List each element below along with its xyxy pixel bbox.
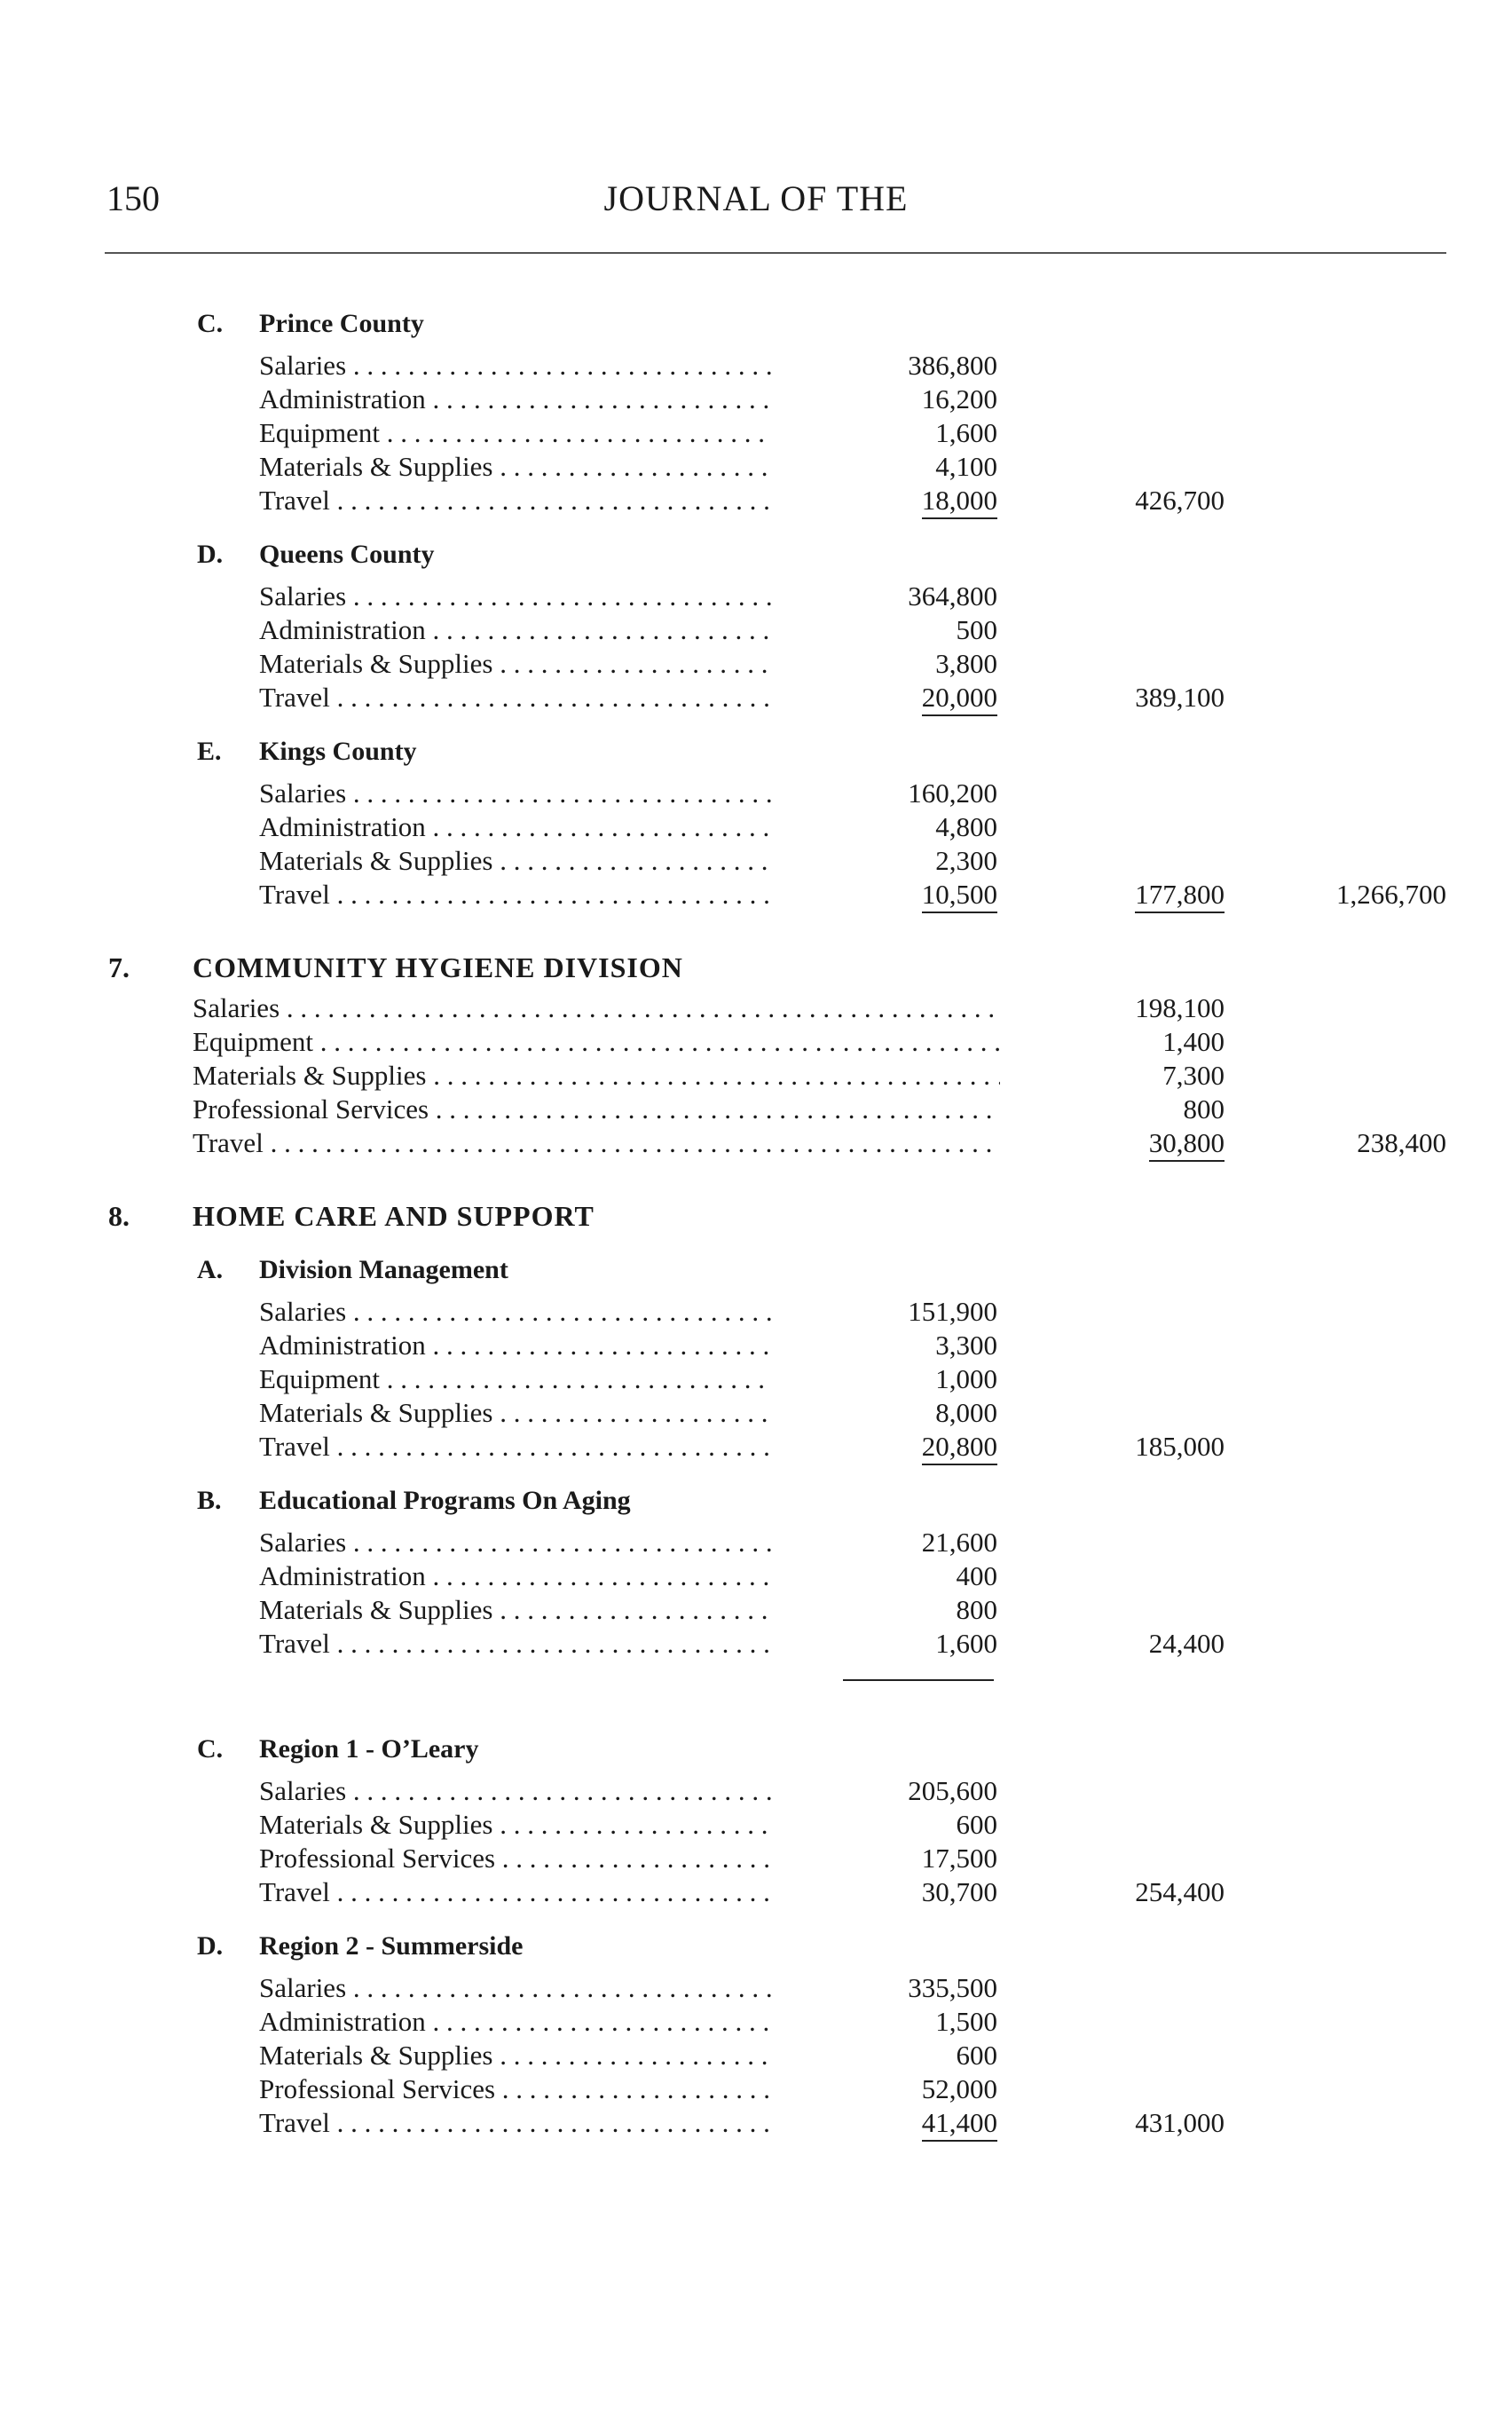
line-item [0, 992, 1512, 1026]
line-item [0, 1363, 1512, 1397]
division-total: 238,400 [1357, 1127, 1446, 1158]
section-division-management [0, 1255, 1512, 1464]
line-item [0, 1127, 1512, 1161]
underline-rule [0, 1661, 1512, 1695]
section-queens-county [0, 540, 1512, 715]
underlined-amount: 41,400 [922, 2107, 997, 2142]
section-heading [0, 540, 1512, 580]
division-heading [0, 951, 1512, 992]
line-amount: 1,000 [935, 1363, 997, 1394]
line-label: Salaries . . . [259, 777, 772, 809]
line-label: Materials & Supplies . . . [259, 1594, 772, 1626]
line-item [0, 614, 1512, 648]
section-letter: C. [197, 1734, 224, 1764]
section-letter: B. [197, 1486, 222, 1515]
line-amount: 17,500 [921, 1843, 997, 1874]
line-amount: 205,600 [908, 1775, 997, 1806]
line-label: Equipment . . . [259, 417, 772, 449]
line-item [0, 811, 1512, 845]
underlined-amount: 30,800 [1149, 1127, 1225, 1162]
line-label: Materials & Supplies . . . [259, 1809, 772, 1841]
section-prince-county [0, 309, 1512, 518]
line-amount: 52,000 [921, 2073, 997, 2104]
line-amount: 151,900 [908, 1296, 997, 1327]
section-title: Educational Programs On Aging [259, 1486, 631, 1515]
line-item [0, 1296, 1512, 1330]
underlined-amount: 20,000 [922, 682, 997, 716]
line-label: Equipment . . . [193, 1026, 1000, 1058]
line-item [0, 2107, 1512, 2141]
line-item [0, 350, 1512, 383]
division-heading-home-care [0, 1200, 1512, 1255]
section-heading [0, 1734, 1512, 1775]
line-item [0, 1628, 1512, 1661]
line-amount [834, 879, 997, 911]
line-item [0, 1876, 1512, 1910]
budget-content [0, 309, 1512, 2141]
line-item [0, 648, 1512, 682]
line-label: Salaries . . . [259, 1972, 772, 2004]
line-item [0, 2073, 1512, 2107]
line-item [0, 1060, 1512, 1093]
section-region-2 [0, 1931, 1512, 2141]
line-label: Travel . . . [193, 1127, 1000, 1159]
line-amount: 335,500 [908, 1972, 997, 2003]
line-label: Materials & Supplies . . . [259, 1397, 772, 1429]
line-amount [1056, 1127, 1225, 1159]
line-item [0, 1527, 1512, 1560]
section-region-1 [0, 1734, 1512, 1910]
line-label: Administration . . . [259, 1560, 772, 1592]
section-title: Queens County [259, 540, 435, 569]
line-amount: 2,300 [935, 845, 997, 876]
section-heading [0, 737, 1512, 777]
line-amount: 16,200 [921, 383, 997, 414]
line-label: Travel . . . [259, 1876, 772, 1908]
underlined-subtotal: 177,800 [1135, 879, 1225, 913]
line-item [0, 1397, 1512, 1431]
division-title: HOME CARE AND SUPPORT [193, 1200, 595, 1232]
line-amount: 400 [956, 1560, 997, 1591]
line-label: Administration . . . [259, 1330, 772, 1361]
division-total: 1,266,700 [1336, 879, 1446, 910]
line-amount: 600 [956, 2040, 997, 2071]
line-item [0, 2006, 1512, 2040]
division-number: 8. [108, 1200, 130, 1232]
section-letter: A. [197, 1255, 224, 1284]
line-item [0, 383, 1512, 417]
line-amount: 160,200 [908, 777, 997, 809]
line-amount: 800 [1183, 1093, 1225, 1125]
section-subtotal: 254,400 [1135, 1876, 1225, 1907]
line-label: Travel . . . [259, 682, 772, 714]
line-amount: 8,000 [935, 1397, 997, 1428]
line-label: Salaries . . . [259, 1775, 772, 1807]
line-label: Salaries . . . [259, 580, 772, 612]
header-rule [105, 252, 1446, 254]
line-amount: 198,100 [1135, 992, 1225, 1023]
line-label: Administration . . . [259, 614, 772, 646]
section-title: Region 2 - Summerside [259, 1931, 524, 1961]
line-item [0, 1594, 1512, 1628]
section-subtotal: 185,000 [1135, 1431, 1225, 1462]
line-amount: 30,700 [921, 1876, 997, 1907]
line-amount [834, 1431, 997, 1463]
line-item [0, 1093, 1512, 1127]
section-heading [0, 1486, 1512, 1527]
line-item [0, 485, 1512, 518]
line-amount [834, 682, 997, 714]
line-amount: 1,600 [935, 417, 997, 448]
section-educational-programs [0, 1486, 1512, 1695]
line-item [0, 1843, 1512, 1876]
line-label: Administration . . . [259, 811, 772, 843]
section-subtotal: 426,700 [1135, 485, 1225, 516]
underlined-amount: 10,500 [922, 879, 997, 913]
line-amount: 600 [956, 1809, 997, 1840]
line-item [0, 879, 1512, 912]
line-item [0, 1026, 1512, 1060]
line-label: Professional Services . . . [259, 2073, 772, 2105]
underlined-amount: 20,800 [922, 1431, 997, 1465]
line-item [0, 1560, 1512, 1594]
section-title: Region 1 - O’Leary [259, 1734, 479, 1764]
line-amount: 4,800 [935, 811, 997, 842]
section-letter: E. [197, 737, 222, 766]
line-item [0, 417, 1512, 451]
line-amount: 500 [956, 614, 997, 645]
line-item [0, 1775, 1512, 1809]
line-item [0, 777, 1512, 811]
line-item [0, 1809, 1512, 1843]
line-label: Salaries . . . [193, 992, 1000, 1024]
section-heading [0, 1931, 1512, 1972]
line-label: Travel . . . [259, 2107, 772, 2139]
page-header [0, 178, 1512, 231]
line-label: Professional Services . . . [259, 1843, 772, 1874]
line-label: Salaries . . . [259, 1527, 772, 1559]
division-number: 7. [108, 951, 130, 983]
line-label: Materials & Supplies . . . [259, 845, 772, 877]
line-amount: 364,800 [908, 580, 997, 612]
section-subtotal: 431,000 [1135, 2107, 1225, 2138]
line-item [0, 580, 1512, 614]
line-label: Materials & Supplies . . . [259, 451, 772, 483]
page-number: 150 [106, 178, 160, 218]
line-amount: 4,100 [935, 451, 997, 482]
line-amount: 800 [956, 1594, 997, 1625]
line-item [0, 1972, 1512, 2006]
section-kings-county [0, 737, 1512, 912]
section-letter: C. [197, 309, 224, 338]
section-letter: D. [197, 1931, 224, 1961]
section-title: Prince County [259, 309, 424, 338]
division-title: COMMUNITY HYGIENE DIVISION [193, 951, 683, 983]
line-amount: 21,600 [921, 1527, 997, 1558]
line-label: Administration . . . [259, 2006, 772, 2038]
line-amount: 3,800 [935, 648, 997, 679]
line-item [0, 451, 1512, 485]
line-label: Salaries . . . [259, 1296, 772, 1328]
section-subtotal: 389,100 [1135, 682, 1225, 713]
line-amount: 1,400 [1162, 1026, 1225, 1057]
line-label: Equipment . . . [259, 1363, 772, 1395]
line-item [0, 1330, 1512, 1363]
line-item [0, 2040, 1512, 2073]
line-label: Materials & Supplies . . . [259, 648, 772, 680]
section-subtotal [1056, 879, 1225, 911]
line-label: Travel . . . [259, 1628, 772, 1660]
line-amount: 386,800 [908, 350, 997, 381]
section-heading [0, 1255, 1512, 1296]
line-label: Salaries . . . [259, 350, 772, 382]
line-label: Travel . . . [259, 485, 772, 517]
line-label: Travel . . . [259, 879, 772, 911]
section-community-hygiene [0, 951, 1512, 1161]
line-amount: 3,300 [935, 1330, 997, 1361]
line-amount [834, 485, 997, 517]
line-amount: 1,500 [935, 2006, 997, 2037]
section-heading [0, 309, 1512, 350]
line-amount: 1,600 [935, 1628, 997, 1659]
line-label: Administration . . . [259, 383, 772, 415]
line-amount [834, 2107, 997, 2139]
section-subtotal: 24,400 [1148, 1628, 1225, 1659]
line-amount: 7,300 [1162, 1060, 1225, 1091]
line-label: Materials & Supplies . . . [259, 2040, 772, 2072]
line-item [0, 1431, 1512, 1464]
journal-title: JOURNAL OF THE [603, 178, 909, 218]
line-label: Materials & Supplies . . . [193, 1060, 1000, 1092]
section-title: Kings County [259, 737, 417, 766]
underlined-amount: 18,000 [922, 485, 997, 519]
section-title: Division Management [259, 1255, 508, 1284]
line-item [0, 682, 1512, 715]
line-item [0, 845, 1512, 879]
line-label: Travel . . . [259, 1431, 772, 1463]
section-letter: D. [197, 540, 224, 569]
line-label: Professional Services . . . [193, 1093, 1000, 1125]
